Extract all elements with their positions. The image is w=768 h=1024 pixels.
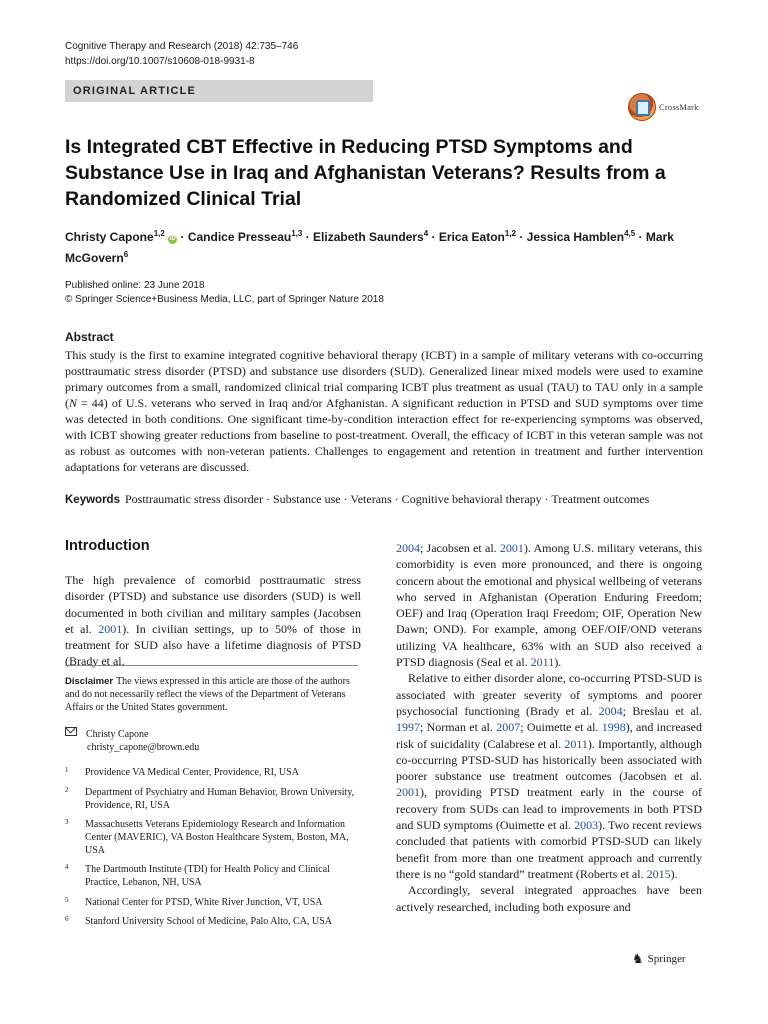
- introduction-left-column: [65, 572, 361, 670]
- citation-link[interactable]: 2007: [496, 720, 521, 735]
- citation-link[interactable]: 2015: [646, 866, 671, 881]
- citation-link[interactable]: 2001: [98, 621, 123, 636]
- doi-link[interactable]: https://doi.org/10.1007/s10608-018-9931-8: [65, 56, 255, 67]
- envelope-icon: [65, 727, 77, 736]
- affiliation-item: [65, 896, 361, 909]
- body-text: ).: [554, 655, 562, 670]
- author-affiliation-marker: 1,3: [291, 229, 303, 238]
- affiliation-number: 6: [65, 915, 69, 923]
- body-text: ), providing PTSD treatment early in the course of recovery from SUDs can lead to improvements in both PTSD and SUD symptoms (Ouimette et al.: [396, 785, 702, 833]
- article-type-banner: ORIGINAL ARTICLE: [65, 80, 373, 102]
- author-name: Candice Presseau: [187, 230, 292, 244]
- publisher-name: Springer: [647, 953, 686, 965]
- citation-link[interactable]: 2004: [598, 703, 623, 718]
- author-separator: ·: [516, 230, 527, 244]
- paragraph: [396, 670, 702, 882]
- contact-name: Christy Capone: [86, 729, 149, 740]
- affiliation-text: Providence VA Medical Center, Providence, RI, USA: [85, 767, 299, 778]
- crossmark-label: CrossMark: [659, 102, 699, 112]
- citation-link[interactable]: 2004: [396, 541, 420, 555]
- corresponding-author: [65, 727, 199, 754]
- keywords: [65, 491, 705, 508]
- orcid-icon[interactable]: iD: [169, 236, 176, 242]
- author-affiliation-marker: 6: [123, 250, 129, 259]
- affiliation-text: The Dartmouth Institute (TDI) for Health Policy and Clinical Practice, Lebanon, NH, USA: [85, 864, 330, 888]
- affiliation-item: [65, 766, 361, 779]
- affiliation-item: [65, 863, 361, 889]
- citation-link[interactable]: 2011: [564, 736, 588, 751]
- body-text: ).: [670, 866, 678, 881]
- abstract-text: This study is the first to examine integrated cognitive behavioral therapy (ICBT) in a sample of military veterans with co-occurring posttraumatic stress disorder (PTSD) and substance use disorders (SUD). Generalized linear mixed models were used to examine primary outcomes from a small, randomized clinical trial comparing ICBT plus treatment as usual (TAU) to TAU only in a sample (N = 44) of U.S. veterans who served in Iraq and/or Afghanistan. A significant reduction in PTSD and SUD symptoms over time was detected in both conditions. One significant time-by-condition interaction effect for re-experiencing symptoms was observed, with ICBT showing greater reductions from baseline to post-treatment. Overall, the efficacy of ICBT in this veteran sample was not as robust as outcomes with non-veteran patients. Challenges to engagement and retention in treatment and further intervention adaptations for veterans are discussed.: [65, 348, 703, 474]
- author-name: Erica Eaton: [438, 230, 505, 244]
- paragraph: [65, 572, 361, 670]
- copyright-notice: © Springer Science+Business Media, LLC, part of Springer Nature 2018: [65, 294, 384, 305]
- affiliation-item: [65, 915, 361, 928]
- citation-link[interactable]: 2001: [396, 785, 420, 800]
- body-text: ; Ouimette et al.: [520, 720, 602, 735]
- body-text: ), and increased risk of suicidality (Calabrese et al.: [396, 720, 702, 751]
- affiliation-text: Stanford University School of Medicine, Palo Alto, CA, USA: [85, 916, 332, 927]
- affiliation-item: [65, 786, 361, 812]
- author-separator: ·: [177, 230, 188, 244]
- keywords-text: Posttraumatic stress disorder · Substance use · Veterans · Cognitive behavioral therapy · Treatment outcomes: [124, 492, 650, 506]
- body-text: ). Importantly, although co-occurring PTSD-SUD has historically been associated with poorer substance use treatment outcomes (Jacobsen et al.: [396, 736, 702, 784]
- citation-link[interactable]: 1997: [396, 720, 420, 735]
- citation-link[interactable]: 2001: [499, 541, 524, 555]
- affiliation-number: 3: [65, 818, 69, 826]
- affiliation-number: 2: [65, 786, 69, 794]
- publisher-logo: [632, 951, 686, 967]
- introduction-right-column: [396, 540, 702, 915]
- body-text: ). Among U.S. military veterans, this comorbidity is even more pronounced, and there is ongoing concern about the emotional and physical wellbeing of veterans who served in Afghanistan (Operation Enduring Freedom; OEF) and Iraq (Operation Iraqi Freedom; OIF, Operation New Dawn; OND). For example, among OEF/OIF/OND veterans utilizing VA healthcare, 63% with an SUD also received a PTSD diagnosis (Seal et al.: [396, 541, 703, 670]
- paragraph: [396, 540, 702, 670]
- author-name: Christy Capone: [65, 230, 154, 244]
- affiliation-text: Department of Psychiatry and Human Behavior, Brown University, Providence, RI, USA: [85, 787, 355, 811]
- author-list: [65, 225, 705, 267]
- citation-link[interactable]: 1998: [601, 720, 626, 735]
- crossmark-button[interactable]: [628, 92, 699, 122]
- affiliation-text: National Center for PTSD, White River Junction, VT, USA: [85, 897, 323, 908]
- author-affiliation-marker: 4,5: [624, 229, 636, 238]
- affiliation-item: [65, 818, 361, 857]
- disclaimer: [65, 675, 361, 714]
- body-text: ). In civilian settings, up to 50% of those in treatment for SUD also have a lifetime diagnosis of PTSD (Brady et al.: [65, 621, 362, 669]
- author-name: Elizabeth Saunders: [313, 230, 424, 244]
- sample-size-symbol: N: [69, 396, 78, 410]
- citation-link[interactable]: 2003: [574, 818, 599, 833]
- author-affiliation-marker: 4: [423, 229, 429, 238]
- abstract-heading: Abstract: [65, 330, 114, 344]
- body-text: ; Norman et al.: [420, 720, 497, 735]
- introduction-heading: Introduction: [65, 538, 150, 554]
- body-text: Relative to either disorder alone, co-occurring PTSD-SUD is associated with greater severity of symptoms and poorer psychosocial functioning (Brady et al.: [396, 671, 702, 718]
- body-text: ). Two recent reviews concluded that patients with comorbid PTSD-SUD can likely benefit from more than one treatment approach and currently there is no “gold standard” treatment (Roberts et al.: [396, 818, 702, 881]
- contact-email-link[interactable]: christy_capone@brown.edu: [87, 742, 200, 753]
- publication-info: [65, 279, 384, 307]
- author-separator: ·: [302, 230, 314, 244]
- body-text: ; Jacobsen et al.: [420, 541, 500, 555]
- journal-citation: Cognitive Therapy and Research (2018) 42:735–746: [65, 41, 299, 52]
- footnote-divider: [65, 665, 358, 666]
- published-date: Published online: 23 June 2018: [65, 280, 205, 291]
- paragraph: [396, 882, 702, 915]
- citation-link[interactable]: 2011: [530, 655, 555, 670]
- keywords-label: Keywords: [65, 494, 120, 506]
- body-text: ; Breslau et al.: [622, 703, 703, 718]
- body-text: The high prevalence of comorbid posttraumatic stress disorder (PTSD) and substance use disorders (SUD) is well documented in both civilian and military samples (Jacobsen et al.: [65, 573, 361, 636]
- author-affiliation-marker: 1,2: [153, 229, 165, 238]
- author-affiliation-marker: 1,2: [504, 229, 516, 238]
- affiliation-number: 1: [65, 766, 69, 774]
- body-text: Accordingly, several integrated approaches have been actively researched, including both exposure and: [396, 883, 702, 914]
- springer-horse-icon: ♞: [632, 951, 644, 966]
- disclaimer-label: Disclaimer: [65, 676, 114, 687]
- disclaimer-text: The views expressed in this article are those of the authors and do not necessarily reflect the views of the Department of Veterans Affairs or the United States government.: [65, 676, 350, 713]
- author-separator: ·: [635, 230, 646, 244]
- affiliation-number: 5: [65, 896, 69, 904]
- article-title: Is Integrated CBT Effective in Reducing PTSD Symptoms and Substance Use in Iraq and Afghanistan Veterans? Results from a Randomized Clinical Trial: [65, 136, 666, 210]
- affiliation-number: 4: [65, 863, 69, 871]
- author-name: Jessica Hamblen: [526, 230, 625, 244]
- crossmark-icon: [628, 93, 656, 121]
- author-separator: ·: [428, 230, 439, 244]
- author-name: Mark McGovern: [65, 230, 674, 265]
- affiliation-text: Massachusetts Veterans Epidemiology Research and Information Center (MAVERIC), VA Boston Healthcare System, Boston, MA, USA: [85, 819, 349, 856]
